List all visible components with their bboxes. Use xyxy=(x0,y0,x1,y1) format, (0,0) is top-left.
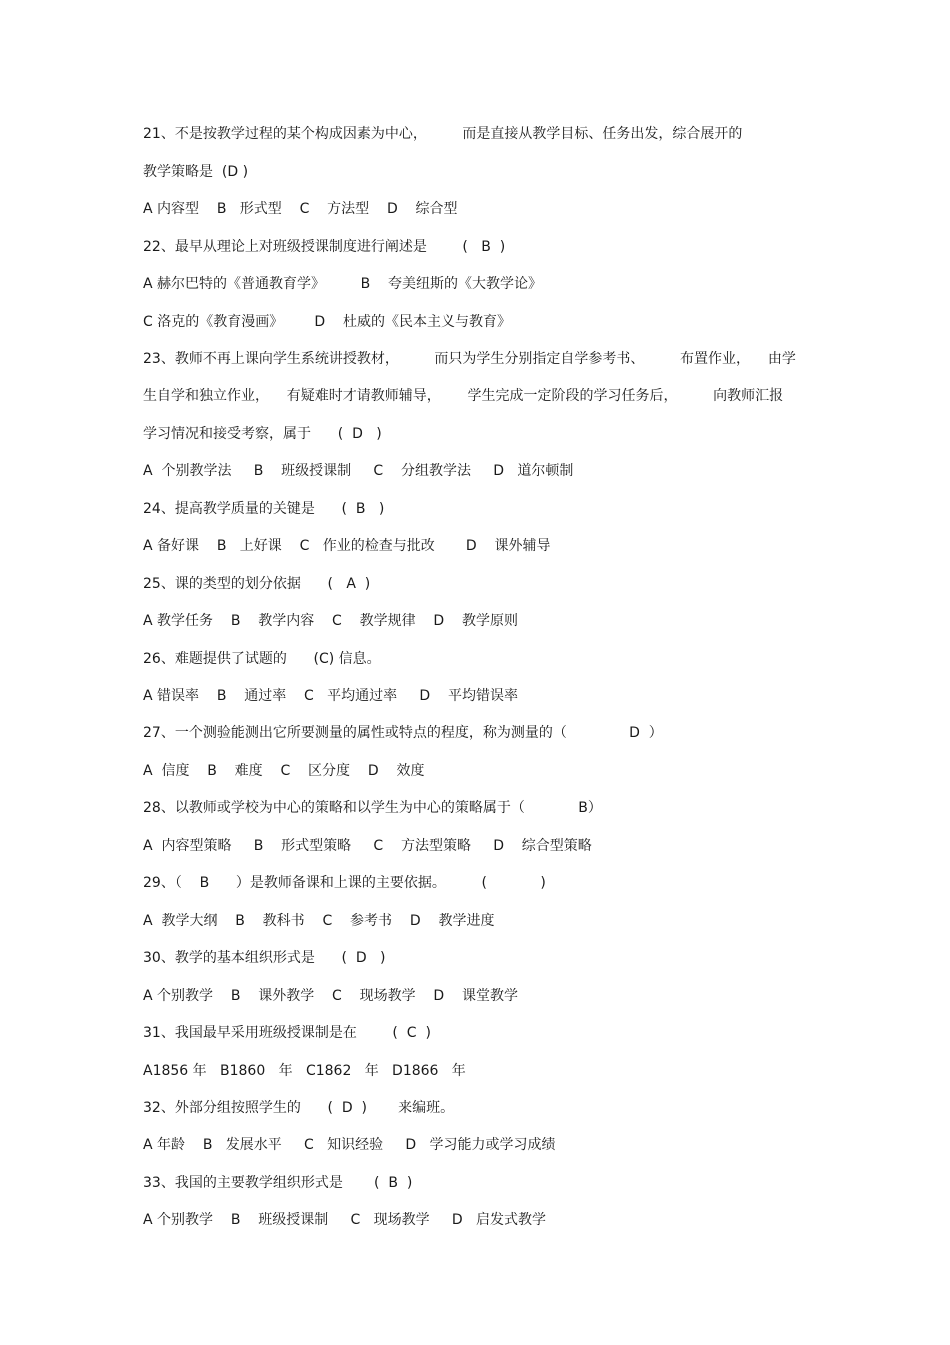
question-22: 22、最早从理论上对班级授课制度进行阐述是 ( B ) xyxy=(143,239,506,255)
question-25-options: A 教学任务 B 教学内容 C 教学规律 D 教学原则 xyxy=(143,613,518,629)
question-30: 30、教学的基本组织形式是 ( D ) xyxy=(143,950,386,966)
question-23-line-1: 23、教师不再上课向学生系统讲授教材， 而只为学生分别指定自学参考书、 布置作业， 由学 xyxy=(143,351,796,367)
question-29: 29、（ B ）是教师备课和上课的主要依据。 ( ) xyxy=(143,875,546,891)
question-28: 28、以教师或学校为中心的策略和以学生为中心的策略属于（ B） xyxy=(143,800,602,816)
question-23-line-2: 生自学和独立作业， 有疑难时才请教师辅导， 学生完成一定阶段的学习任务后， 向教师汇报 xyxy=(143,388,784,404)
question-30-options: A 个别教学 B 课外教学 C 现场教学 D 课堂教学 xyxy=(143,988,518,1004)
question-32: 32、外部分组按照学生的 ( D ) 来编班。 xyxy=(143,1100,455,1116)
question-21-line-2: 教学策略是 (D ) xyxy=(143,164,249,180)
question-24: 24、提高教学质量的关键是 ( B ) xyxy=(143,501,385,517)
question-26-options: A 错误率 B 通过率 C 平均通过率 D 平均错误率 xyxy=(143,688,518,704)
question-23-options: A 个别教学法 B 班级授课制 C 分组教学法 D 道尔顿制 xyxy=(143,463,574,479)
question-26: 26、难题提供了试题的 (C) 信息。 xyxy=(143,651,381,667)
question-23-line-3: 学习情况和接受考察，属于 ( D ) xyxy=(143,426,382,442)
question-21-options: A 内容型 B 形式型 C 方法型 D 综合型 xyxy=(143,201,458,217)
question-25: 25、课的类型的划分依据 ( A ) xyxy=(143,576,371,592)
question-29-options: A 教学大纲 B 教科书 C 参考书 D 教学进度 xyxy=(143,913,495,929)
question-33-options: A 个别教学 B 班级授课制 C 现场教学 D 启发式教学 xyxy=(143,1212,546,1228)
question-27: 27、一个测验能测出它所要测量的属性或特点的程度，称为测量的（ D ） xyxy=(143,725,663,741)
question-28-options: A 内容型策略 B 形式型策略 C 方法型策略 D 综合型策略 xyxy=(143,838,592,854)
question-22-options-ab: A 赫尔巴特的《普通教育学》 B 夸美纽斯的《大教学论》 xyxy=(143,276,543,292)
question-31-options: A1856 年 B1860 年 C1862 年 D1866 年 xyxy=(143,1063,466,1079)
question-32-options: A 年龄 B 发展水平 C 知识经验 D 学习能力或学习成绩 xyxy=(143,1137,556,1153)
question-21-line-1: 21、不是按教学过程的某个构成因素为中心， 而是直接从教学目标、任务出发，综合展开的 xyxy=(143,126,743,142)
question-31: 31、我国最早采用班级授课制是在 ( C ) xyxy=(143,1025,431,1041)
question-27-options: A 信度 B 难度 C 区分度 D 效度 xyxy=(143,763,425,779)
question-22-options-cd: C 洛克的《教育漫画》 D 杜威的《民本主义与教育》 xyxy=(143,314,511,330)
question-24-options: A 备好课 B 上好课 C 作业的检查与批改 D 课外辅导 xyxy=(143,538,551,554)
question-33: 33、我国的主要教学组织形式是 ( B ) xyxy=(143,1175,413,1191)
